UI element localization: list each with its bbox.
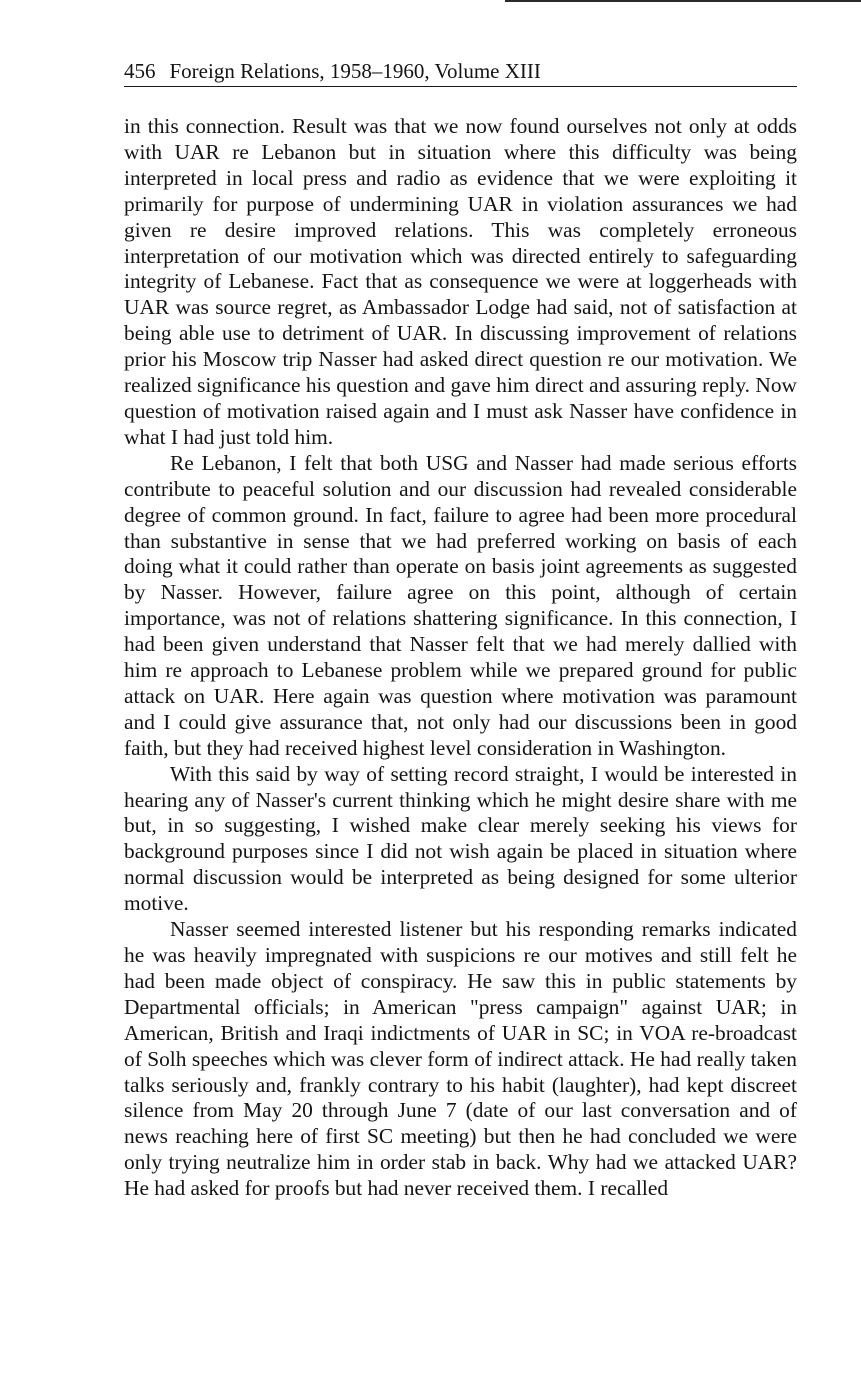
page-number: 456: [124, 59, 156, 83]
paragraph-4: Nasser seemed interested listener but his responding remarks indicated he was heavily impregnated with suspicions re our motives and still felt he had been made object of conspiracy. He saw this in public statements by Departmental officials; in American "press campaign" against UAR; in American, British and Iraqi indictments of UAR in SC; in VOA re-broadcast of Solh speeches which was clever form of indirect attack. He had really taken talks seriously and, frankly contrary to his habit (laughter), had kept discreet silence from May 20 through June 7 (date of our last conversation and of news reaching here of first SC meeting) but then he had concluded we were only trying neutralize him in order stab in back. Why had we attacked UAR? He had asked for proofs but had never received them. I recalled: [124, 917, 797, 1201]
running-head: [124, 58, 797, 87]
paragraph-2: Re Lebanon, I felt that both USG and Nasser had made serious efforts contribute to peaceful solution and our discussion had revealed considerable degree of common ground. In fact, failure to agree had been more procedural than substantive in sense that we had preferred working on basis of each doing what it could rather than operate on basis joint agreements as suggested by Nasser. However, failure agree on this point, although of certain importance, was not of relations shattering significance. In this connection, I had been given understand that Nasser felt that we had merely dallied with him re approach to Lebanese problem while we prepared ground for public attack on UAR. Here again was question where motivation was paramount and I could give assurance that, not only had our discussions been in good faith, but they had received highest level consideration in Washington.: [124, 450, 797, 760]
book-title: Foreign Relations, 1958–1960, Volume XIII: [169, 59, 541, 83]
paragraph-3: With this said by way of setting record straight, I would be interested in hearing any of Nasser's current thinking which he might desire share with me but, in so suggesting, I wished make clear merely seeking his views for background purposes since I did not wish again be placed in situation where normal discussion would be interpreted as being designed for some ulterior motive.: [124, 761, 797, 916]
paragraph-1: in this connection. Result was that we now found ourselves not only at odds with UAR re Lebanon but in situation where this difficulty was being interpreted in local press and radio as evidence that we were exploiting it primarily for purpose of undermining UAR in violation assurances we had given re desire improved relations. This was completely erroneous interpretation of our motivation which was directed entirely to safeguarding integrity of Lebanese. Fact that as consequence we were at loggerheads with UAR was source regret, as Ambassador Lodge had said, not of satisfaction at being able use to detriment of UAR. In discussing improvement of relations prior his Moscow trip Nasser had asked direct question re our motivation. We realized significance his question and gave him direct and assuring reply. Now question of motivation raised again and I must ask Nasser have confidence in what I had just told him.: [124, 114, 797, 449]
top-edge-rule: [505, 0, 861, 2]
body-text: [124, 114, 797, 1202]
